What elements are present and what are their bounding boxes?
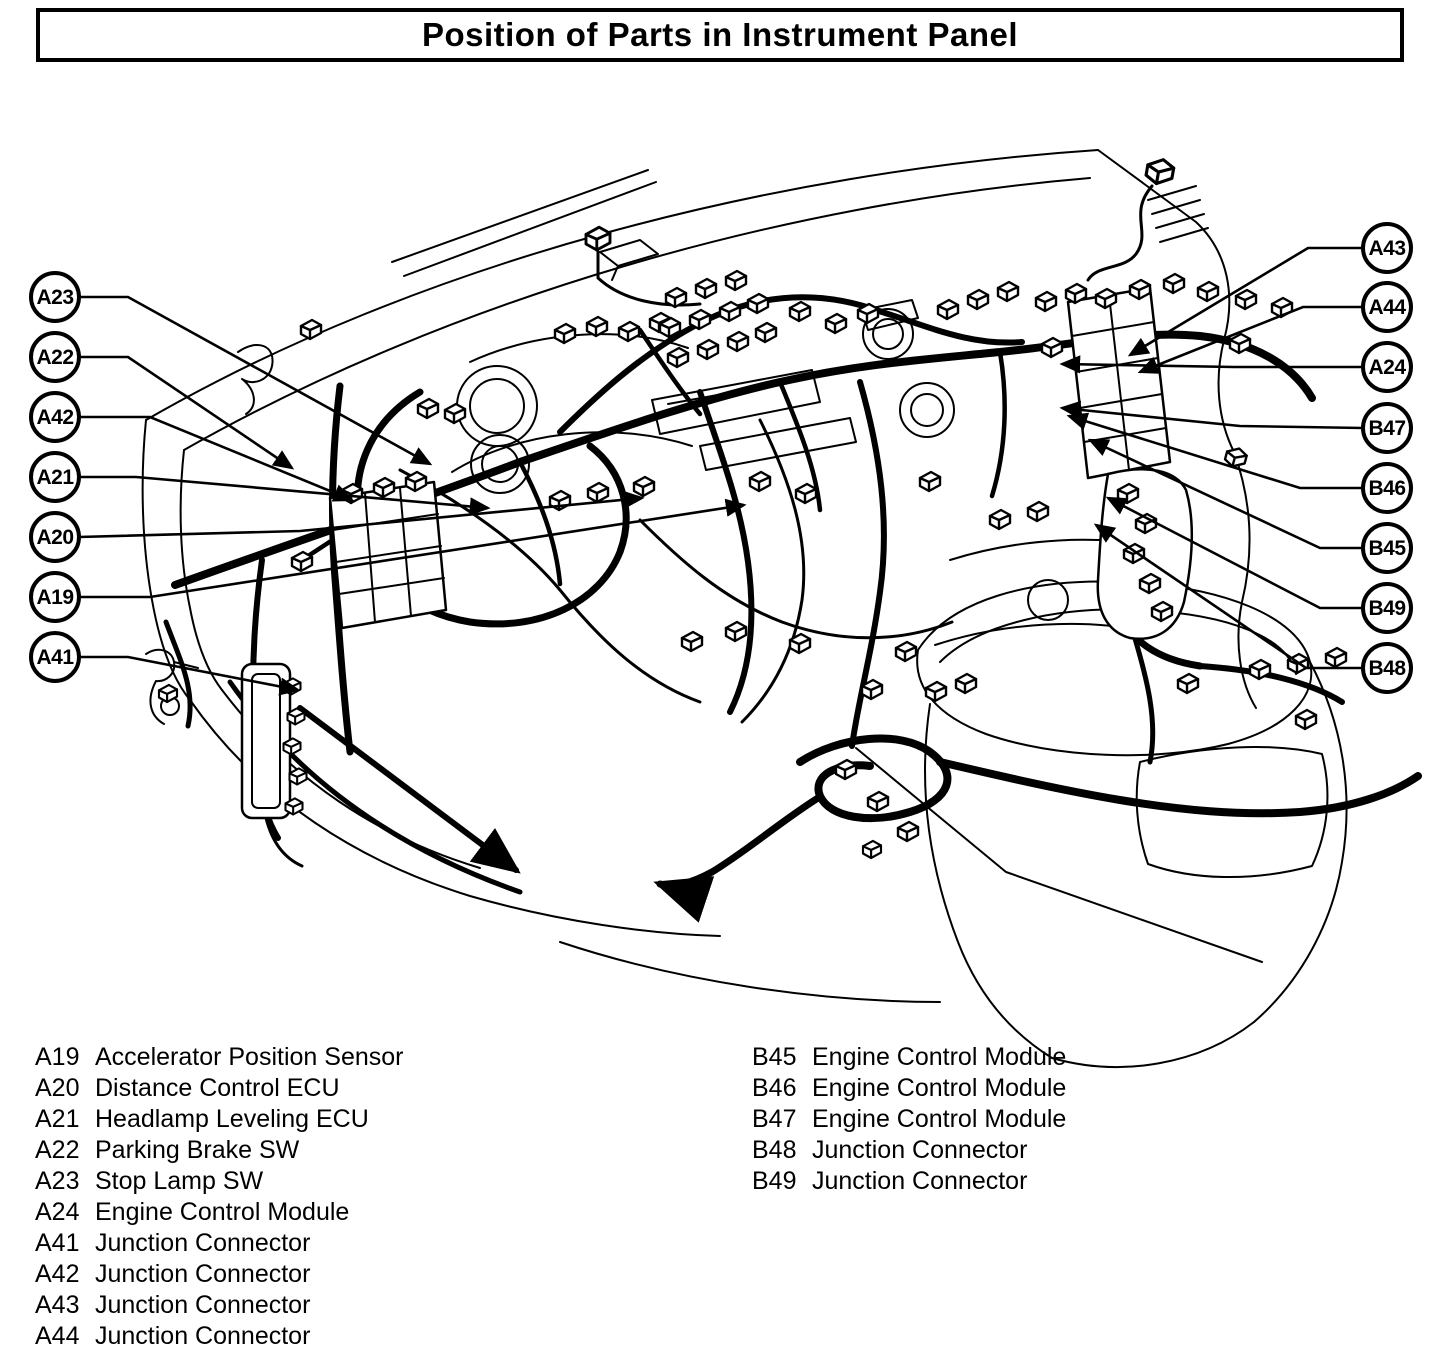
legend-part-id: B47: [752, 1105, 797, 1133]
legend-part-id: A41: [35, 1229, 80, 1257]
legend-row: [35, 1042, 403, 1073]
leader-line-a22: [79, 357, 292, 468]
engine-control-module-stack: [1068, 288, 1170, 478]
connector-cube: [756, 323, 776, 342]
legend-part-name: Engine Control Module: [812, 1074, 1067, 1102]
connector-cube: [1036, 292, 1056, 311]
connector-cube: [1236, 290, 1256, 309]
legend-part-id: B45: [752, 1043, 797, 1071]
connector-cube: [668, 348, 688, 367]
connector-cube: [1198, 282, 1218, 301]
legend-part-id: B46: [752, 1074, 797, 1102]
connector-cube: [696, 279, 716, 298]
callout-label-a24: A24: [1368, 356, 1406, 379]
connector-cube: [726, 622, 746, 641]
connector-cube: [445, 404, 465, 423]
connector-cube: [998, 282, 1018, 301]
legend-part-name: Junction Connector: [95, 1229, 311, 1257]
connector-cube: [690, 310, 710, 329]
legend-row: [35, 1166, 403, 1197]
legend-row: [752, 1135, 1066, 1166]
connector-cube: [1178, 674, 1198, 693]
legend-right-column: [752, 1042, 1066, 1197]
legend-part-id: A21: [35, 1105, 80, 1133]
legend-row: [752, 1166, 1066, 1197]
connector-cube: [1296, 710, 1316, 729]
legend-part-id: A24: [35, 1198, 80, 1226]
connector-cube: [1028, 502, 1048, 521]
connector-cube: [898, 822, 918, 841]
page-title: Position of Parts in Instrument Panel: [421, 16, 1019, 53]
callout-label-a20: A20: [36, 526, 74, 549]
legend-part-name: Stop Lamp SW: [95, 1167, 264, 1195]
connector-cube: [1042, 338, 1062, 357]
connector-cube: [990, 510, 1010, 529]
legend-part-name: Junction Connector: [95, 1291, 311, 1319]
callout-label-b48: B48: [1368, 657, 1406, 680]
connector-cube: [796, 484, 816, 503]
legend-part-name: Distance Control ECU: [95, 1074, 340, 1102]
connector-cube: [868, 792, 888, 811]
leader-line-a44: [1140, 307, 1363, 372]
legend-part-id: B49: [752, 1167, 797, 1195]
legend-part-id: A43: [35, 1291, 80, 1319]
legend-part-name: Junction Connector: [95, 1322, 311, 1350]
connector-cube: [1145, 157, 1175, 186]
legend-row: [752, 1104, 1066, 1135]
callout-a41: [31, 633, 298, 690]
callout-label-b47: B47: [1368, 417, 1406, 440]
connector-cube: [1164, 274, 1184, 293]
legend-part-id: A42: [35, 1260, 80, 1288]
connector-cube: [290, 768, 307, 784]
legend-part-id: A23: [35, 1167, 80, 1195]
legend-part-name: Accelerator Position Sensor: [95, 1043, 404, 1071]
legend-row: [35, 1197, 403, 1228]
legend-row: [35, 1073, 403, 1104]
connector-cube: [586, 227, 610, 250]
legend-part-name: Junction Connector: [95, 1260, 311, 1288]
legend-part-name: Engine Control Module: [95, 1198, 350, 1226]
callout-label-b46: B46: [1368, 477, 1406, 500]
connector-cube: [920, 472, 940, 491]
callout-a23: [31, 273, 430, 464]
connector-cube: [836, 760, 856, 779]
callout-label-a21: A21: [36, 466, 74, 489]
legend-part-name: Junction Connector: [812, 1167, 1028, 1195]
connector-cube: [826, 314, 846, 333]
callout-label-b45: B45: [1368, 537, 1406, 560]
legend-part-name: Junction Connector: [812, 1136, 1028, 1164]
legend-row: [752, 1042, 1066, 1073]
connector-cube: [588, 483, 608, 502]
connector-cube: [1326, 648, 1346, 667]
connector-cube: [956, 674, 976, 693]
callout-label-a19: A19: [36, 586, 74, 609]
connector-cube: [863, 841, 881, 858]
callout-label-b49: B49: [1368, 597, 1406, 620]
connector-cube: [159, 685, 177, 702]
connector-cube: [728, 332, 748, 351]
legend-part-id: B48: [752, 1136, 797, 1164]
connector-cube: [634, 477, 654, 496]
connector-cube: [790, 302, 810, 321]
legend-row: [35, 1259, 403, 1290]
connector-cube: [587, 317, 607, 336]
callout-label-a42: A42: [36, 406, 74, 429]
legend-left-column: [35, 1042, 403, 1352]
legend-part-name: Parking Brake SW: [95, 1136, 300, 1164]
connector-cube: [720, 302, 740, 321]
legend-part-id: A22: [35, 1136, 80, 1164]
callout-label-a22: A22: [36, 346, 74, 369]
leader-line-a23: [79, 297, 430, 464]
callout-label-a23: A23: [36, 286, 74, 309]
connector-cube: [292, 552, 312, 571]
connector-cube: [619, 322, 639, 341]
legend-part-id: A20: [35, 1074, 80, 1102]
connector-cube: [926, 682, 946, 701]
leader-line-a42: [79, 417, 352, 500]
connector-cube: [682, 632, 702, 651]
connector-cube: [748, 294, 768, 313]
legend-row: [35, 1228, 403, 1259]
legend-row: [35, 1290, 403, 1321]
connector-cube: [698, 340, 718, 359]
callout-label-a43: A43: [1368, 237, 1406, 260]
legend-row: [35, 1104, 403, 1135]
callout-label-a44: A44: [1368, 296, 1406, 319]
legend-part-id: A19: [35, 1043, 80, 1071]
connector-cube: [726, 271, 746, 290]
legend-part-id: A44: [35, 1322, 80, 1350]
legend-row: [35, 1321, 403, 1352]
legend-part-name: Engine Control Module: [812, 1105, 1067, 1133]
callout-label-a41: A41: [36, 646, 74, 669]
connector-cube: [968, 290, 988, 309]
connector-cube: [301, 320, 321, 339]
connector-cube: [750, 472, 770, 491]
connector-cube: [896, 642, 916, 661]
connector-cube: [555, 324, 575, 343]
legend-part-name: Headlamp Leveling ECU: [95, 1105, 369, 1133]
legend-part-name: Engine Control Module: [812, 1043, 1067, 1071]
connector-cube: [418, 399, 438, 418]
legend-row: [752, 1073, 1066, 1104]
legend-row: [35, 1135, 403, 1166]
connector-cube: [938, 300, 958, 319]
